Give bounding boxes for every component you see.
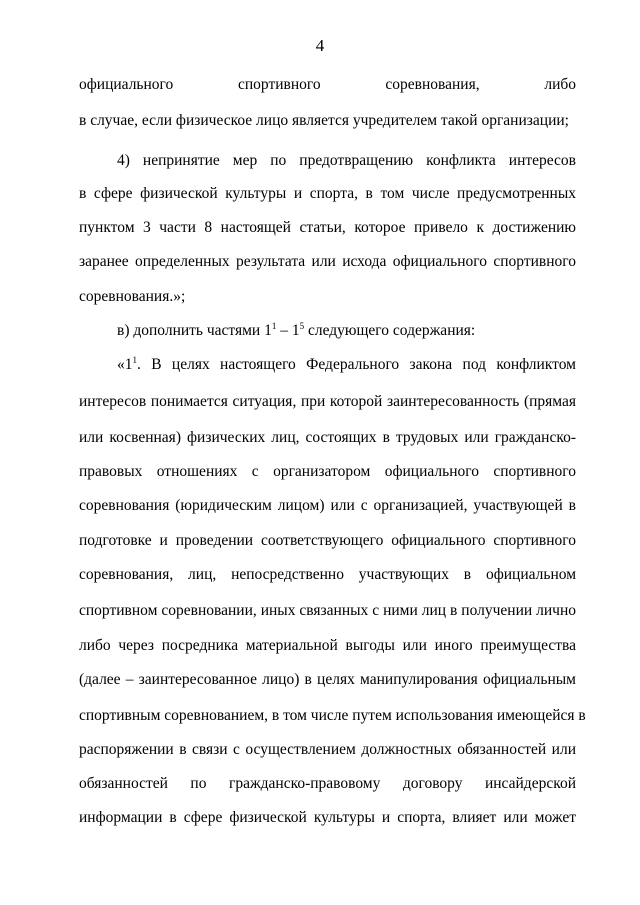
text-fragment: – 1 (276, 322, 300, 339)
text-line: 4) непринятие мер по предотвращению конфликта интересов (117, 152, 576, 169)
text-line: правовых отношениях с организатором официального спортивного (79, 463, 576, 480)
text-line-with-superscripts (117, 355, 576, 375)
text-line: соревнования, лиц, непосредственно участвующих в официальном (79, 566, 576, 583)
text-line: подготовке и проведении соответствующего официального спортивного (79, 532, 576, 549)
text-line: либо через посредника материальной выгоды или иного преимущества (79, 637, 576, 654)
text-line: спортивном соревновании, иных связанных с ними лиц в получении лично (79, 602, 576, 619)
text-fragment: «1 (117, 356, 133, 373)
text-line: интересов понимается ситуация, при которой заинтересованность (прямая (79, 393, 576, 410)
text-line: спортивным соревнованием, в том числе путем использования имеющейся в (79, 707, 586, 724)
text-line: соревнования (юридическим лицом) или с организацией, участвующей в (79, 497, 576, 514)
text-line: соревнования.»; (79, 288, 186, 305)
superscript: 5 (299, 320, 305, 331)
text-fragment: . В целях настоящего Федерального закона под конфликтом (137, 356, 576, 373)
text-line: (далее – заинтересованное лицо) в целях манипулирования официальным (79, 671, 576, 688)
text-line: в сфере физической культуры и спорта, в том числе предусмотренных (79, 185, 576, 202)
text-line: распоряжении в связи с осуществлением должностных обязанностей или (79, 741, 576, 758)
text-fragment: в) дополнить частями 1 (117, 322, 272, 339)
text-line: в случае, если физическое лицо является учредителем такой организации; (79, 112, 569, 129)
text-line: пунктом 3 части 8 настоящей статьи, которое привело к достижению (79, 219, 576, 236)
text-fragment: следующего содержания: (304, 322, 476, 339)
text-line: информации в сфере физической культуры и спорта, влияет или может (79, 809, 576, 826)
superscript: 1 (271, 320, 277, 331)
text-line: обязанностей по гражданско-правовому договору инсайдерской (79, 775, 576, 792)
page-number: 4 (315, 36, 325, 55)
text-line-with-superscripts (117, 321, 576, 341)
text-line: заранее определенных результата или исхода официального спортивного (79, 253, 576, 270)
superscript: 1 (132, 354, 137, 365)
text-line: или косвенная) физических лиц, состоящих в трудовых или гражданско- (79, 429, 576, 446)
text-line: официального спортивного соревнования, либо (79, 76, 576, 93)
